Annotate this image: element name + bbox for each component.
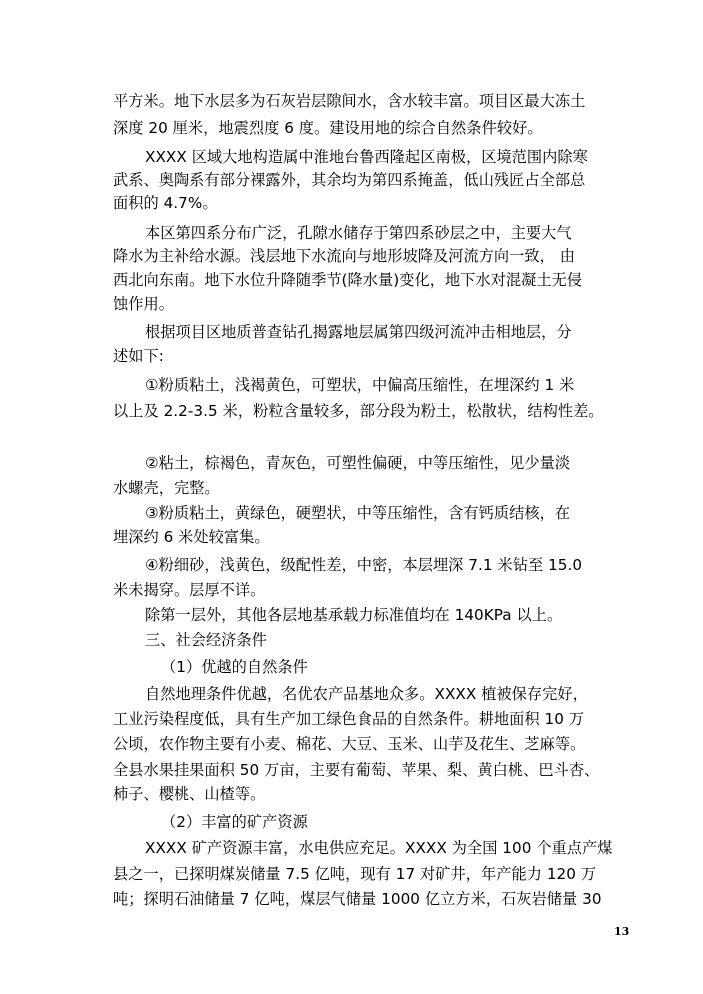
text-line: ③粉质粘土，黄绿色，硬塑状，中等压缩性，含有钙质结核，在 — [145, 504, 571, 522]
text-line: XXXX 区域大地构造属中淮地台鲁西隆起区南极，区境范围内除寒 — [145, 148, 588, 166]
text-line: 自然地理条件优越，名优农产品基地众多。XXXX 植被保存完好， — [145, 685, 588, 703]
text-line: 柿子、樱桃、山楂等。 — [113, 785, 266, 803]
text-line: ④粉细砂，浅黄色，级配性差，中密，本层埋深 7.1 米钻至 15.0 — [145, 556, 583, 574]
text-line: 除第一层外，其他各层地基承载力标准值均在 140KPa 以上。 — [145, 606, 563, 624]
text-line: 全县水果挂果面积 50 万亩，主要有葡萄、苹果、梨、黄白桃、巴斗杏、 — [113, 761, 600, 779]
text-line: ②粘土，棕褐色，青灰色，可塑性偏硬，中等压缩性，见少量淡 — [145, 454, 571, 472]
section-heading: 三、社会经济条件 — [145, 631, 267, 649]
subsection-heading: （1）优越的自然条件 — [161, 658, 308, 676]
text-line: 根据项目区地质普查钻孔揭露地层属第四级河流冲击相地层，分 — [145, 323, 572, 341]
text-line: 以上及 2.2-3.5 米，粉粒含量较多，部分段为粉土，松散状，结构性差。 — [113, 402, 604, 420]
subsection-heading: （2）丰富的矿产资源 — [161, 813, 308, 831]
text-line: 蚀作用。 — [113, 295, 174, 313]
text-line: 吨；探明石油储量 7 亿吨，煤层气储量 1000 亿立方米，石灰岩储量 30 — [113, 890, 602, 908]
text-line: 工业污染程度低，具有生产加工绿色食品的自然条件。耕地面积 10 万 — [113, 710, 585, 728]
text-line: 深度 20 厘米，地震烈度 6 度。建设用地的综合自然条件较好。 — [113, 119, 543, 137]
text-line: 平方米。地下水层多为石灰岩层隙间水，含水较丰富。项目区最大冻土 — [113, 92, 586, 110]
text-line: 水螺壳，完整。 — [113, 479, 220, 497]
text-line: 县之一，已探明煤炭储量 7.5 亿吨，现有 17 对矿井，年产能力 120 万 — [113, 865, 597, 883]
text-line: XXXX 矿产资源丰富，水电供应充足。XXXX 为全国 100 个重点产煤 — [145, 839, 613, 857]
text-line: 米未揭穿。层厚不详。 — [113, 581, 266, 599]
text-line: 本区第四系分布广泛，孔隙水储存于第四系砂层之中，主要大气 — [145, 224, 572, 242]
text-line: 武系、奥陶系有部分裸露外，其余均为第四系掩盖，低山残匠占全部总 — [113, 171, 586, 189]
text-line: ①粉质粘土，浅褐黄色，可塑状，中偏高压缩性，在埋深约 1 米 — [145, 376, 575, 394]
text-line: 述如下: — [113, 347, 164, 365]
text-line: 降水为主补给水源。浅层地下水流向与地形坡降及河流方向一致， 由 — [113, 247, 576, 265]
text-line: 埋深约 6 米处较富集。 — [113, 528, 270, 546]
page-number: 13 — [614, 925, 630, 938]
text-line: 面积的 4.7%。 — [113, 194, 218, 212]
text-line: 公顷，农作物主要有小麦、棉花、大豆、玉米、山芋及花生、芝麻等。 — [113, 735, 586, 753]
text-line: 西北向东南。地下水位升降随季节(降水量)变化，地下水对混凝土无侵 — [113, 271, 583, 289]
